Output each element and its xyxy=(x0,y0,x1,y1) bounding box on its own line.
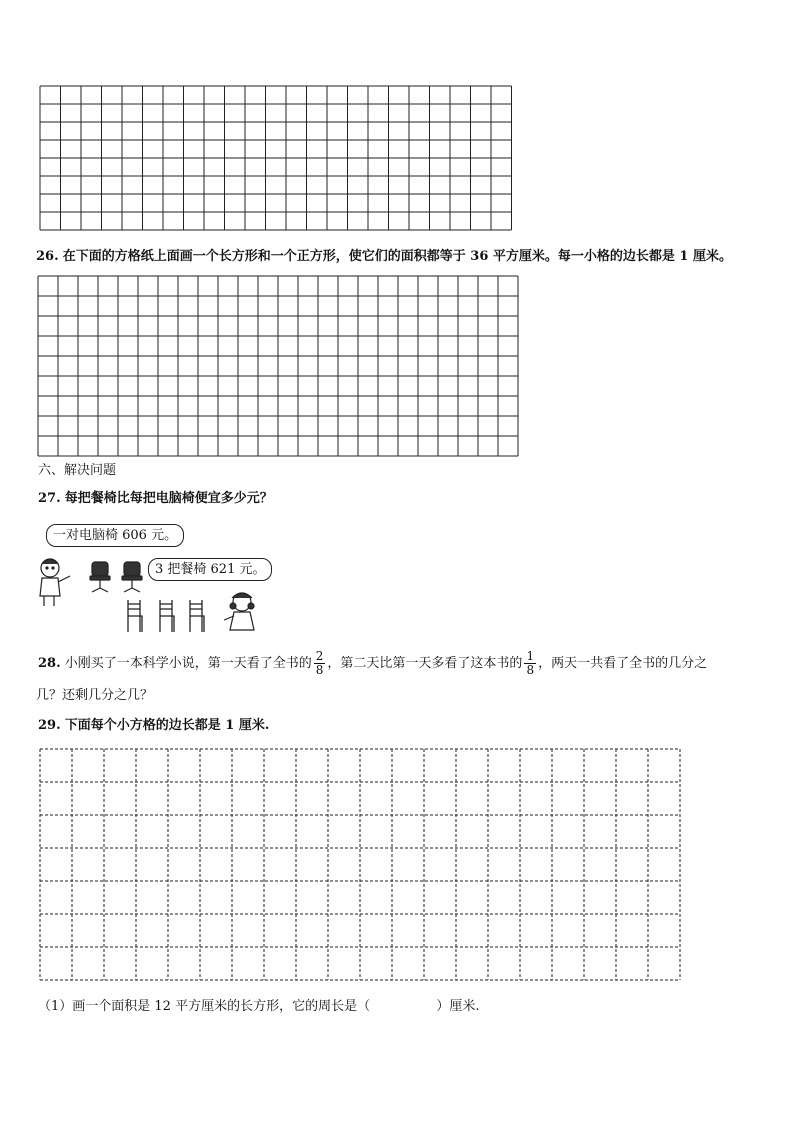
dining-chair-2 xyxy=(160,600,174,632)
question-29 xyxy=(38,718,269,734)
question-28-text-a: 小刚买了一本科学小说，第一天看了全书的 xyxy=(64,656,312,671)
girl-figure xyxy=(224,593,254,630)
grid-q29-dashed[interactable] xyxy=(38,747,686,983)
office-chair-1 xyxy=(90,562,110,592)
question-26 xyxy=(36,249,732,265)
fraction-1-8-numerator: 1 xyxy=(526,649,535,663)
fraction-1-8-denominator: 8 xyxy=(526,663,535,677)
question-26-number: 26. xyxy=(36,249,59,264)
question-28-line1 xyxy=(38,649,707,679)
question-29-text: 下面每个小方格的边长都是 1 厘米. xyxy=(64,718,270,733)
question-29-sub-1 xyxy=(38,999,480,1015)
question-29-sub-1-text-b: ）厘米. xyxy=(436,999,480,1014)
section-title: 六、解决问题 xyxy=(38,463,117,478)
girl-speech-bubble: 3 把餐椅 621 元。 xyxy=(148,558,272,581)
boy-speech-bubble: 一对电脑椅 606 元。 xyxy=(46,524,184,547)
question-29-number: 29. xyxy=(38,718,61,733)
question-28-text-c: ，两天一共看了全书的几分之 xyxy=(538,656,708,671)
fraction-2-8 xyxy=(314,650,326,677)
fraction-2-8-denominator: 8 xyxy=(315,663,324,677)
boy-figure xyxy=(40,559,70,606)
grid-top[interactable] xyxy=(38,84,518,232)
question-27-text: 每把餐椅比每把电脑椅便宜多少元？ xyxy=(64,491,273,506)
fraction-2-8-numerator: 2 xyxy=(315,649,324,663)
question-27 xyxy=(38,491,273,507)
question-28-line2: 几？还剩几分之几？ xyxy=(36,688,154,703)
q27-illustration xyxy=(36,520,286,640)
dining-chair-1 xyxy=(128,600,142,632)
dining-chair-3 xyxy=(190,600,204,632)
grid-q26[interactable] xyxy=(37,275,521,457)
question-28-text-b: ，第二天比第一天多看了这本书的 xyxy=(327,656,523,671)
question-28-number: 28. xyxy=(38,656,61,671)
fraction-1-8 xyxy=(524,650,536,677)
question-27-number: 27. xyxy=(38,491,61,506)
question-29-sub-1-text-a: （1）画一个面积是 12 平方厘米的长方形，它的周长是（ xyxy=(38,999,371,1014)
question-26-text: 在下面的方格纸上面画一个长方形和一个正方形，使它们的面积都等于 36 平方厘米。每一小格的边长都是 1 厘米。 xyxy=(62,249,733,264)
office-chair-2 xyxy=(122,562,142,592)
